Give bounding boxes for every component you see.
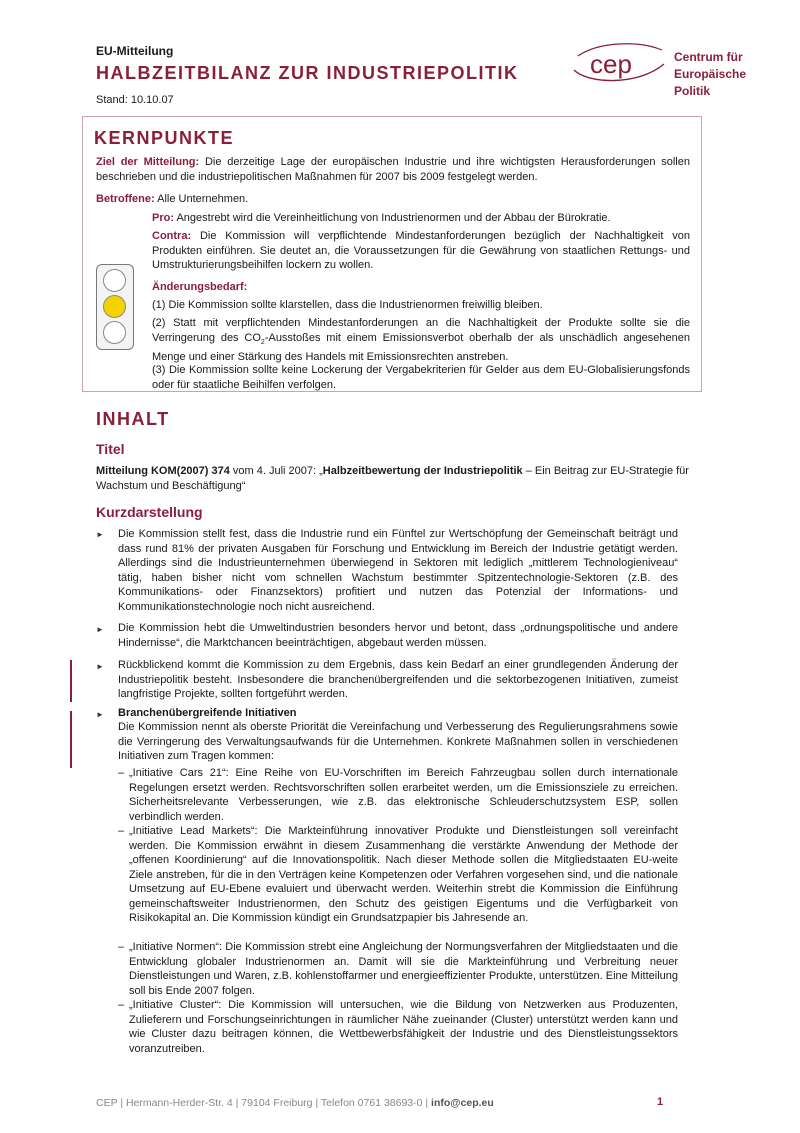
document-date: Stand: 10.10.07 — [96, 94, 174, 106]
bullet-icon: ► — [96, 530, 104, 539]
aenderung-label: Änderungsbedarf: — [152, 281, 248, 293]
summary-paragraph-2: Die Kommission hebt die Umweltindustrien besonders hervor und betont, dass „ordnungspolitische und andere Hindernisse“, die Marktchancen beeinträchtigen, abgebaut werden müssen. — [118, 622, 678, 649]
traffic-light-yellow — [103, 295, 126, 318]
ziel-text: Die derzeitige Lage der europäischen Industrie und ihre wichtigsten Herausforderungen sollen beschrieben und die industriepolitischen Maßnahmen für 2007 bis 2009 festgelegt werden. — [96, 156, 690, 183]
initiative-cluster: „Initiative Cluster“: Die Kommission will untersuchen, wie die Bildung von Netzwerken aus Produzenten, Zulieferern und Forschungseinrichtungen in räumlicher Nähe zueinander (Cluster) unterstützt werden kann und wie Cluster dazu beitragen können, die Wettbewerbsfähigkeit der Industrie und des Dienstleistungssektors voranzutreiben. — [129, 999, 678, 1055]
bullet-icon: ► — [96, 662, 104, 671]
contra-label: Contra: — [152, 230, 192, 242]
logo-line: Politik — [674, 84, 711, 98]
change-bar — [70, 711, 72, 768]
titel-reference: Mitteilung KOM(2007) 374 — [96, 465, 230, 477]
dash: – — [118, 825, 125, 837]
logo-text — [674, 49, 746, 100]
betroffene-text: Alle Unternehmen. — [157, 193, 249, 205]
contra-text: Die Kommission will verpflichtende Mindestanforderungen bezüglich der Nachhaltigkeit von Produkten einführen. Sie deutet an, die Voraussetzungen für die Gewährung von staatlichen Rettungs- und Umstrukturierungsbeihilfen lockern zu wollen. — [152, 230, 690, 271]
bullet-icon: ► — [96, 625, 104, 634]
bullet-icon: ► — [96, 710, 104, 719]
traffic-light-icon — [96, 264, 134, 350]
inhalt-heading: INHALT — [96, 409, 170, 429]
summary-paragraph-1: Die Kommission stellt fest, dass die Industrie rund ein Fünftel zur Wertschöpfung der Gemeinschaft beiträgt und dass rund 81% der privaten Ausgaben für Forschung und Entwicklung im Bereich der Industrie getätigt werden. Allerdings sind die Industrieunternehmen überwiegend in Sektoren mit lediglich „mittlerem Technologieniveau“ tätig, haben bisher nicht vom schnellen Wachstum bestimmter Spitzentechnologie-Sektoren (z.B. des Kommunikations- oder Finanzsektors) profitiert und nutzen das Potenzial der Informations- und Kommunikationstechnologie noch nicht ausreichend. — [118, 528, 678, 613]
aenderung-2-text-b: -Ausstoßes mit einem Emissionsverbot oberhalb der als unschädlich angesehenen Menge und einer Stärkung des Handels mit Emissionsrechten anstreben. — [152, 331, 690, 364]
initiatives-heading: Branchenübergreifende Initiativen — [118, 707, 297, 719]
aenderung-heading — [152, 280, 690, 295]
contra-paragraph — [152, 229, 690, 273]
initiatives-intro: Die Kommission nennt als oberste Priorität die Vereinfachung und Verbesserung des Regulierungsrahmens sowie die Verringerung des Verwaltungsaufwands für die Unternehmen. Konkrete Maßnahmen sollen in verschiedenen Initiativen zum Tragen kommen: — [118, 721, 678, 762]
dash: – — [118, 767, 125, 779]
kernpunkte-heading: KERNPUNKTE — [94, 128, 235, 148]
pro-text: Angestrebt wird die Vereinheitlichung von Industrienormen und der Abbau der Bürokratie. — [176, 212, 611, 224]
aenderung-item-3: (3) Die Kommission sollte keine Lockerung der Vergabekriterien für Gelder aus dem EU-Globalisierungsfonds oder für staatliche Beihilfen verfolgen. — [152, 364, 690, 391]
footer-address — [96, 1097, 494, 1109]
titel-name: Halbzeitbewertung der Industriepolitik — [322, 465, 523, 477]
summary-paragraph-3: Rückblickend kommt die Kommission zu dem Ergebnis, dass kein Bedarf an einer grundlegenden Änderung der Industriepolitik besteht. Insbesondere die branchenübergreifenden und die sektorbezogenen Initiativen, zumeist langfristige Projekte, sollten fortgeführt werden. — [118, 659, 678, 700]
aenderung-item-2 — [152, 316, 690, 365]
ziel-label: Ziel der Mitteilung: — [96, 156, 200, 168]
cep-logo-icon — [568, 38, 668, 88]
dash: – — [118, 999, 125, 1011]
document-type: EU-Mitteilung — [96, 44, 174, 58]
betroffene-label: Betroffene: — [96, 193, 155, 205]
initiative-normen: „Initiative Normen“: Die Kommission strebt eine Angleichung der Normungsverfahren der Mitgliedstaaten und die Entwicklung globaler Industrienormen an. Damit will sie die Markteinführung und Verbreitung neuer Dienstleistungen und Waren, z.B. kohlenstoffarmer und energieeffizienter Produkte, unterstützen. Eine Mitteilung soll bis Ende 2007 folgen. — [129, 941, 678, 997]
titel-rest: – Ein Beitrag zur EU-Strategie für Wachstum und Beschäftigung“ — [96, 465, 689, 492]
ziel-paragraph — [96, 155, 690, 184]
footer-address-text: CEP | Hermann-Herder-Str. 4 | 79104 Freiburg | Telefon 0761 38693-0 | — [96, 1097, 432, 1109]
logo-line: Europäische — [674, 67, 747, 81]
titel-heading: Titel — [96, 441, 125, 457]
page-number: 1 — [657, 1096, 664, 1108]
traffic-light-top — [103, 269, 126, 292]
logo-line: Centrum für — [674, 50, 743, 64]
aenderung-item-1: (1) Die Kommission sollte klarstellen, dass die Industrienormen freiwillig bleiben. — [152, 299, 543, 311]
pro-label: Pro: — [152, 212, 174, 224]
initiative-lead-markets: „Initiative Lead Markets“: Die Markteinführung innovativer Produkte und Dienstleistungen soll vereinfacht werden. Die Kommission erwähnt in diesem Zusammenhang die verstärkte Anwendung der Methode der „offenen Koordinierung“ auf die Innovationspolitik. Nach dieser Methode sollen die Mitgliedstaaten EU-weite Ziele anstreben, für die in den Verträgen keine Kompetenzen oder Verfahren vorgesehen sind, und die nationale Umsetzung auf EU-Ebene evaluiert und überwacht werden. Weiterhin strebt die Kommission die Einführung gemeinschaftsweiter Industrienormen, den Schutz des geistigen Eigentums und die Verfügbarkeit von Risikokapital an. Die Kommission kündigt ein Grundsatzpapier bis Jahresende an. — [129, 825, 678, 924]
aenderung-2-subscript: 2 — [260, 338, 265, 346]
kurzdarstellung-heading: Kurzdarstellung — [96, 504, 203, 520]
betroffene-paragraph — [96, 192, 690, 207]
initiative-cars21: „Initiative Cars 21“: Eine Reihe von EU-Vorschriften im Bereich Fahrzeugbau sollen durch internationale Regelungen ersetzt werden. Rechtsvorschriften sollen erarbeitet werden, um die Emissionsziele zu erreichen. Sicherheitsrelevante Verbesserungen, wie z.B. das elektronische Schleuderschutzsystem ESP, sollen verbindlich werden. — [129, 767, 678, 823]
traffic-light-bottom — [103, 321, 126, 344]
aenderung-2-text-a: (2) Statt mit verpflichtenden Mindestanforderungen an die Nachhaltigkeit der Produkte sollte sie die Verringerung des CO — [152, 317, 690, 344]
titel-mid: vom 4. Juli 2007: „ — [229, 465, 323, 477]
footer-email: info@cep.eu — [431, 1097, 494, 1109]
logo-wordmark: cep — [590, 49, 632, 79]
change-bar — [70, 660, 72, 702]
pro-paragraph — [152, 211, 690, 226]
titel-text — [96, 464, 690, 493]
document-title: HALBZEITBILANZ ZUR INDUSTRIEPOLITIK — [96, 63, 519, 83]
dash: – — [118, 941, 125, 953]
